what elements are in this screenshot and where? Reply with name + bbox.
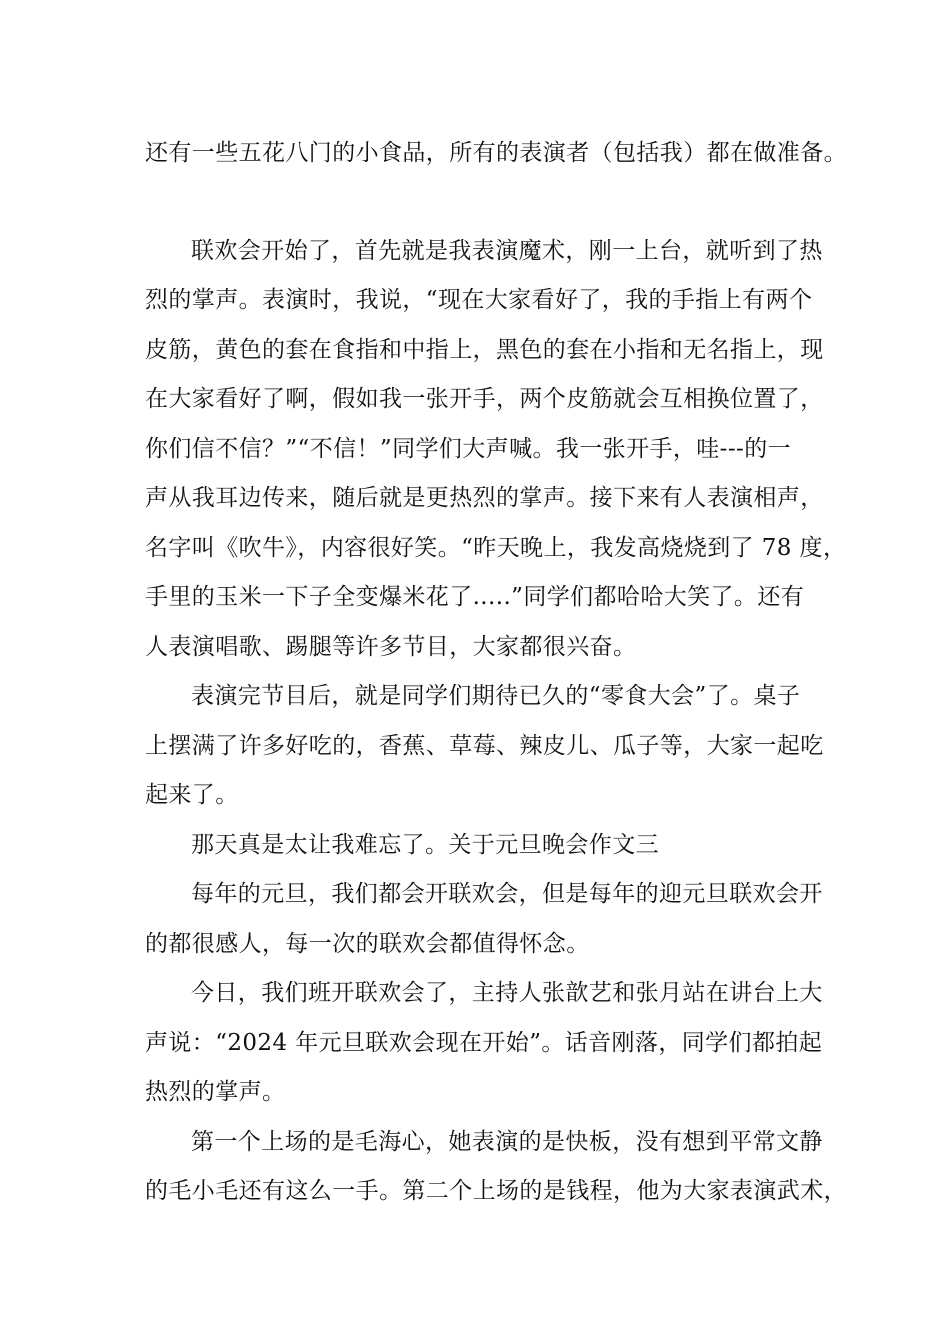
text-line: 的都很感人，每一次的联欢会都值得怀念。 <box>145 931 590 957</box>
text-line: 在大家看好了啊，假如我一张开手，两个皮筋就会互相换位置了， <box>145 386 824 412</box>
text-line: 的毛小毛还有这么一手。第二个上场的是钱程，他为大家表演武术， <box>145 1178 847 1204</box>
text-line: 皮筋，黄色的套在食指和中指上，黑色的套在小指和无名指上，现 <box>145 337 824 363</box>
text-line: 起来了。 <box>145 782 239 808</box>
text-line: 上摆满了许多好吃的，香蕉、草莓、辣皮儿、瓜子等，大家一起吃 <box>145 733 824 759</box>
text-line: 第一个上场的是毛海心，她表演的是快板，没有想到平常文静 <box>191 1129 823 1155</box>
text-line: 每年的元旦，我们都会开联欢会，但是每年的迎元旦联欢会开 <box>191 881 823 907</box>
text-line: 联欢会开始了，首先就是我表演魔术，刚一上台，就听到了热 <box>191 238 823 264</box>
text-line: 热烈的掌声。 <box>145 1079 286 1105</box>
text-line: 声从我耳边传来，随后就是更热烈的掌声。接下来有人表演相声， <box>145 485 824 511</box>
text-line: 表演完节目后，就是同学们期待已久的“零食大会”了。桌子 <box>191 683 801 709</box>
text-line: 你们信不信？”“不信！”同学们大声喊。我一张开手，哇---的一 <box>145 436 791 462</box>
text-line: 还有一些五花八门的小食品，所有的表演者（包括我）都在做准备。 <box>145 140 847 166</box>
text-line: 烈的掌声。表演时，我说，“现在大家看好了，我的手指上有两个 <box>145 287 813 313</box>
text-line: 名字叫《吹牛》，内容很好笑。“昨天晚上，我发高烧烧到了 78 度， <box>145 535 847 561</box>
text-line: 那天真是太让我难忘了。关于元旦晚会作文三 <box>191 832 659 858</box>
text-line: 手里的玉米一下子全变爆米花了.....”同学们都哈哈大笑了。还有 <box>145 584 805 610</box>
text-line: 人表演唱歌、踢腿等许多节目，大家都很兴奋。 <box>145 634 637 660</box>
text-line: 声说：“2024 年元旦联欢会现在开始”。话音刚落，同学们都拍起 <box>145 1030 823 1056</box>
text-line: 今日，我们班开联欢会了，主持人张歆艺和张月站在讲台上大 <box>191 980 823 1006</box>
